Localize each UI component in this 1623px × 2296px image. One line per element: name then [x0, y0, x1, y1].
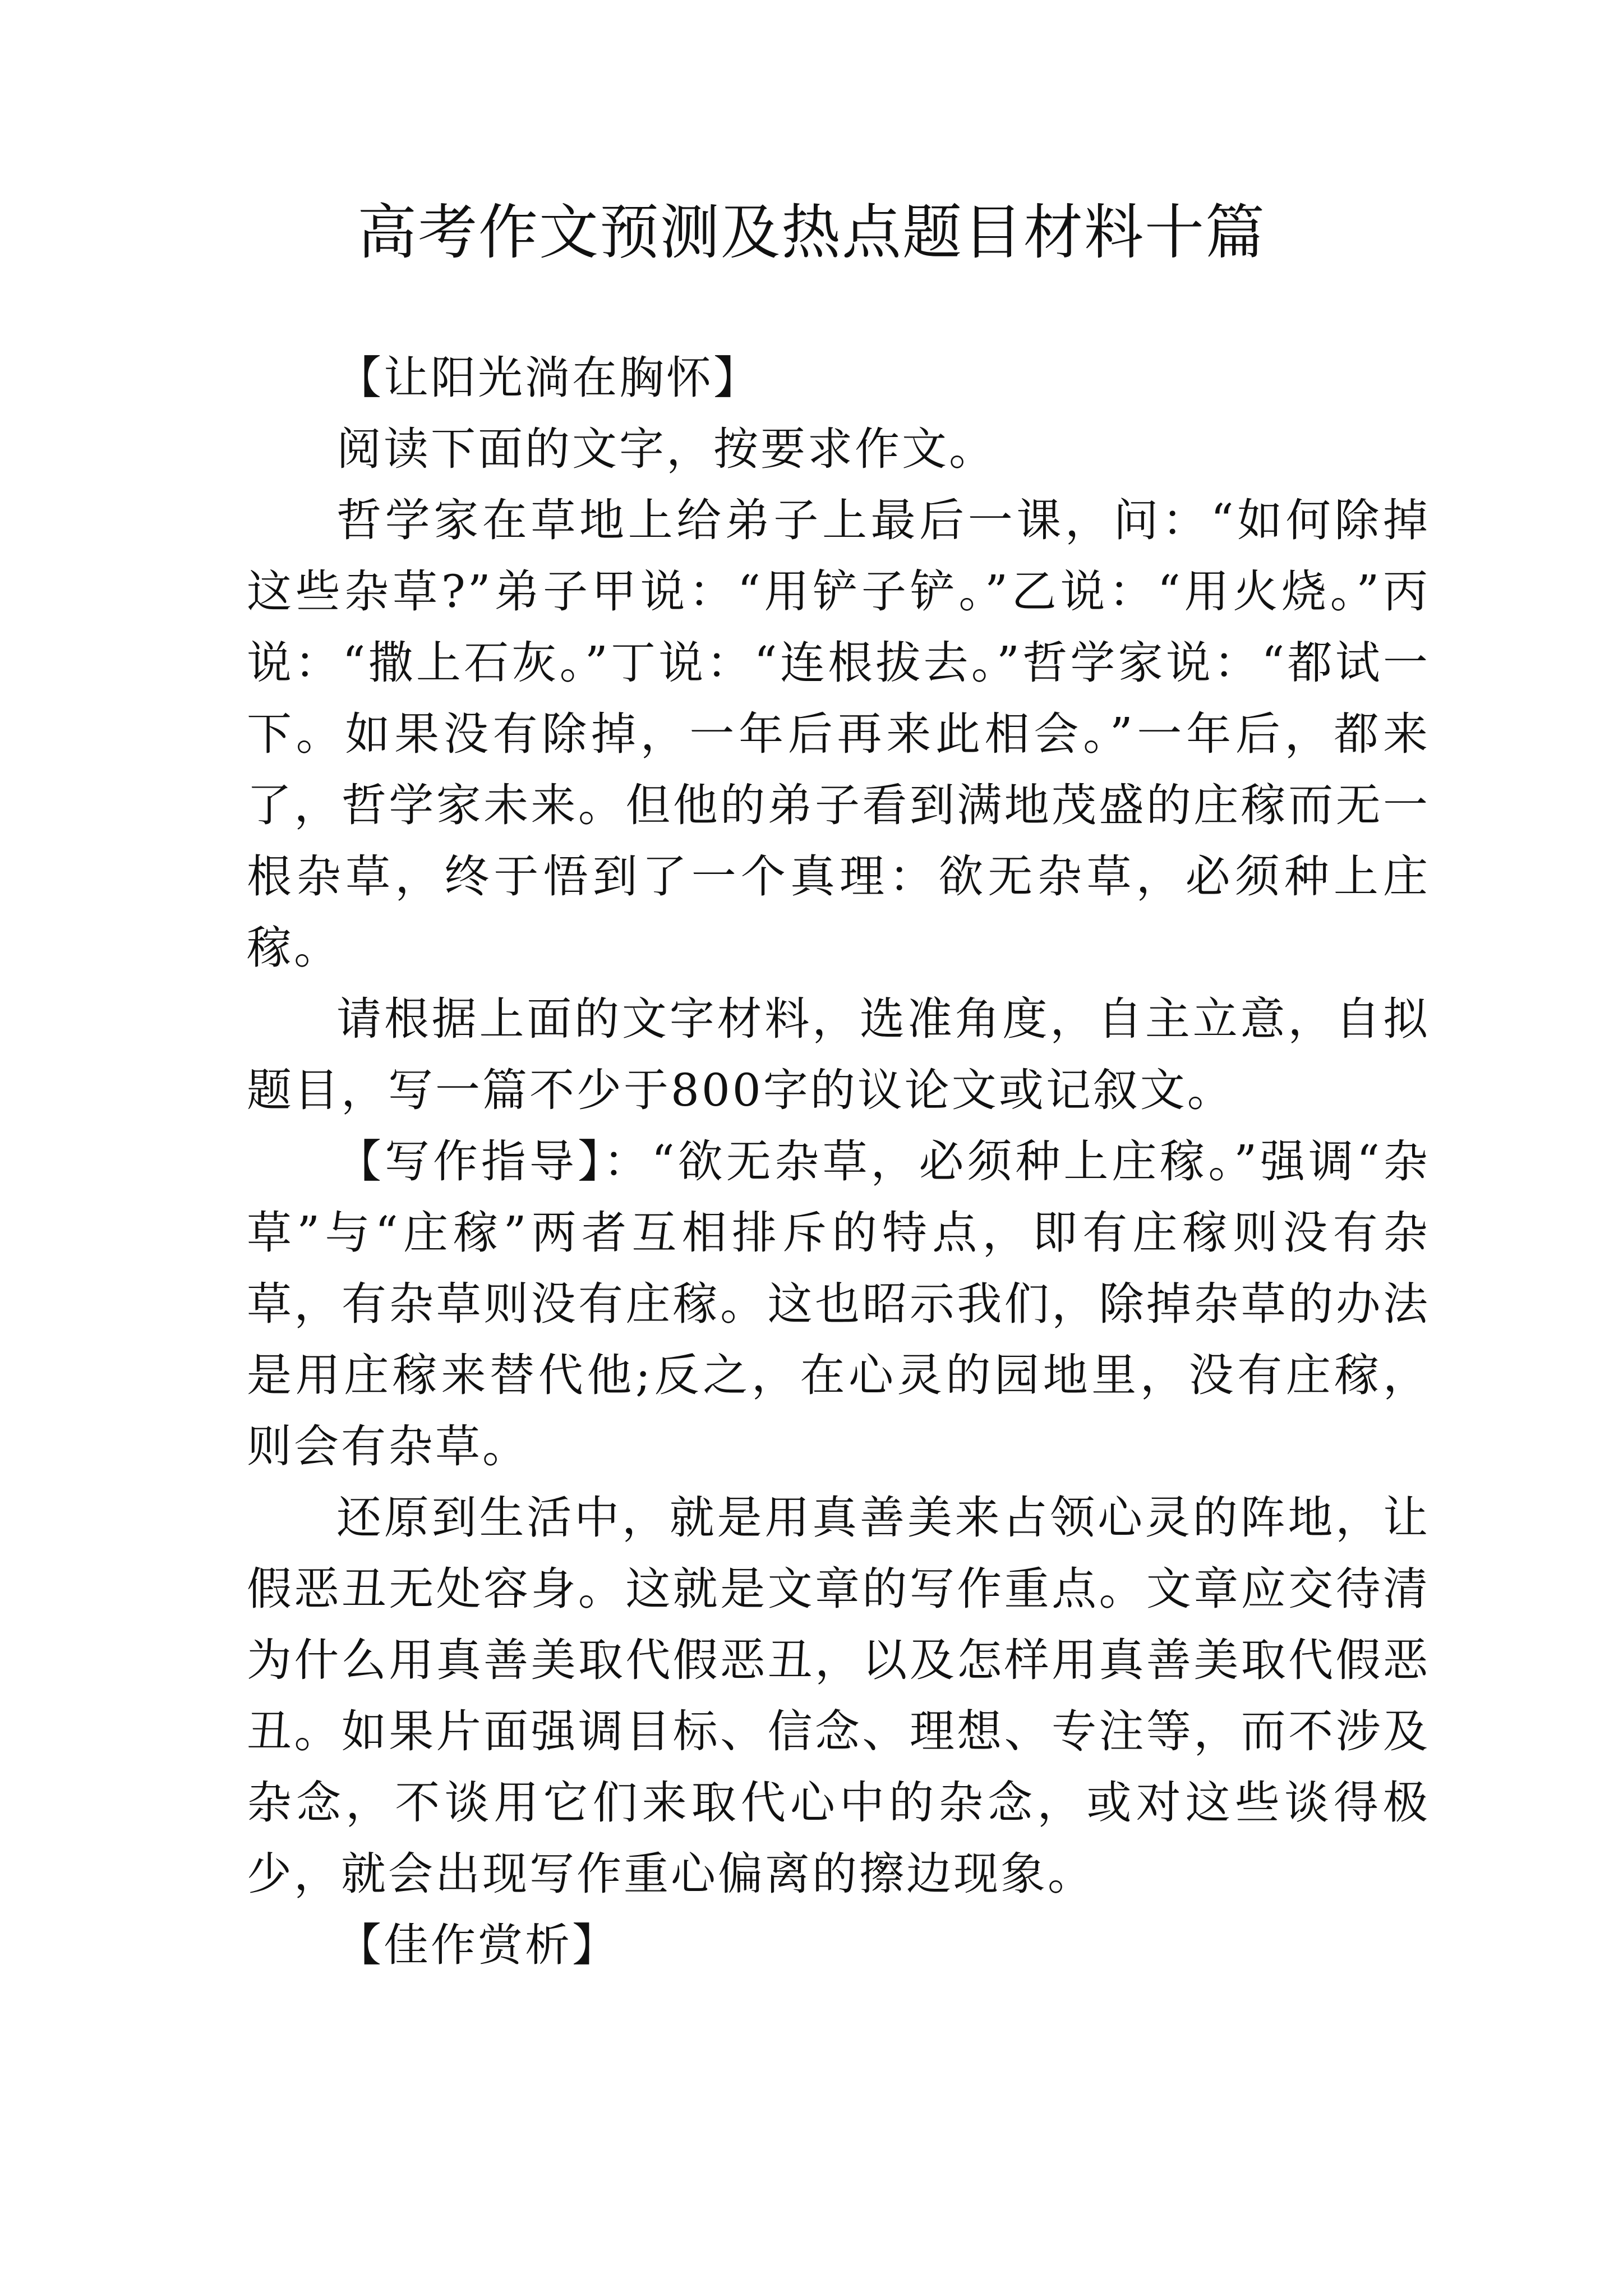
task-paragraph: 请根据上面的文字材料，选准角度，自主立意，自拟题目，写一篇不少于800字的议论文或记叙文。: [247, 993, 1430, 1116]
document-title: 高考作文预测及热点题目材料十篇: [357, 198, 1266, 267]
document-body: [247, 342, 1430, 1981]
writing-guidance-paragraph: 【写作指导】：“欲无杂草，必须种上庄稼。”强调“杂草”与“庄稼”两者互相排斥的特点，即有庄稼则没有杂草，有杂草则没有庄稼。这也昭示我们，除掉杂草的办法是用庄稼来替代他;反之，在心灵的园地里，没有庄稼，则会有杂草。: [247, 1135, 1430, 1473]
section-heading-appreciation: 【佳作赏析】: [336, 1919, 619, 1971]
section-heading-sunshine: 【让阳光淌在胸怀】: [336, 352, 760, 404]
instruction-paragraph: 阅读下面的文字，按要求作文。: [336, 423, 996, 475]
analysis-paragraph: 还原到生活中，就是用真善美来占领心灵的阵地，让假恶丑无处容身。这就是文章的写作重点。文章应交待清为什么用真善美取代假恶丑，以及怎样用真善美取代假恶丑。如果片面强调目标、信念、理想、专注等，而不涉及杂念，不谈用它们来取代心中的杂念，或对这些谈得极少，就会出现写作重心偏离的擦边现象。: [247, 1492, 1430, 1900]
story-paragraph: 哲学家在草地上给弟子上最后一课，问：“如何除掉这些杂草?”弟子甲说：“用铲子铲。”乙说：“用火烧。”丙说：“撒上石灰。”丁说：“连根拔去。”哲学家说：“都试一下。如果没有除掉，一年后再来此相会。”一年后，都来了，哲学家未来。但他的弟子看到满地茂盛的庄稼而无一根杂草，终于悟到了一个真理：欲无杂草，必须种上庄稼。: [247, 494, 1430, 974]
